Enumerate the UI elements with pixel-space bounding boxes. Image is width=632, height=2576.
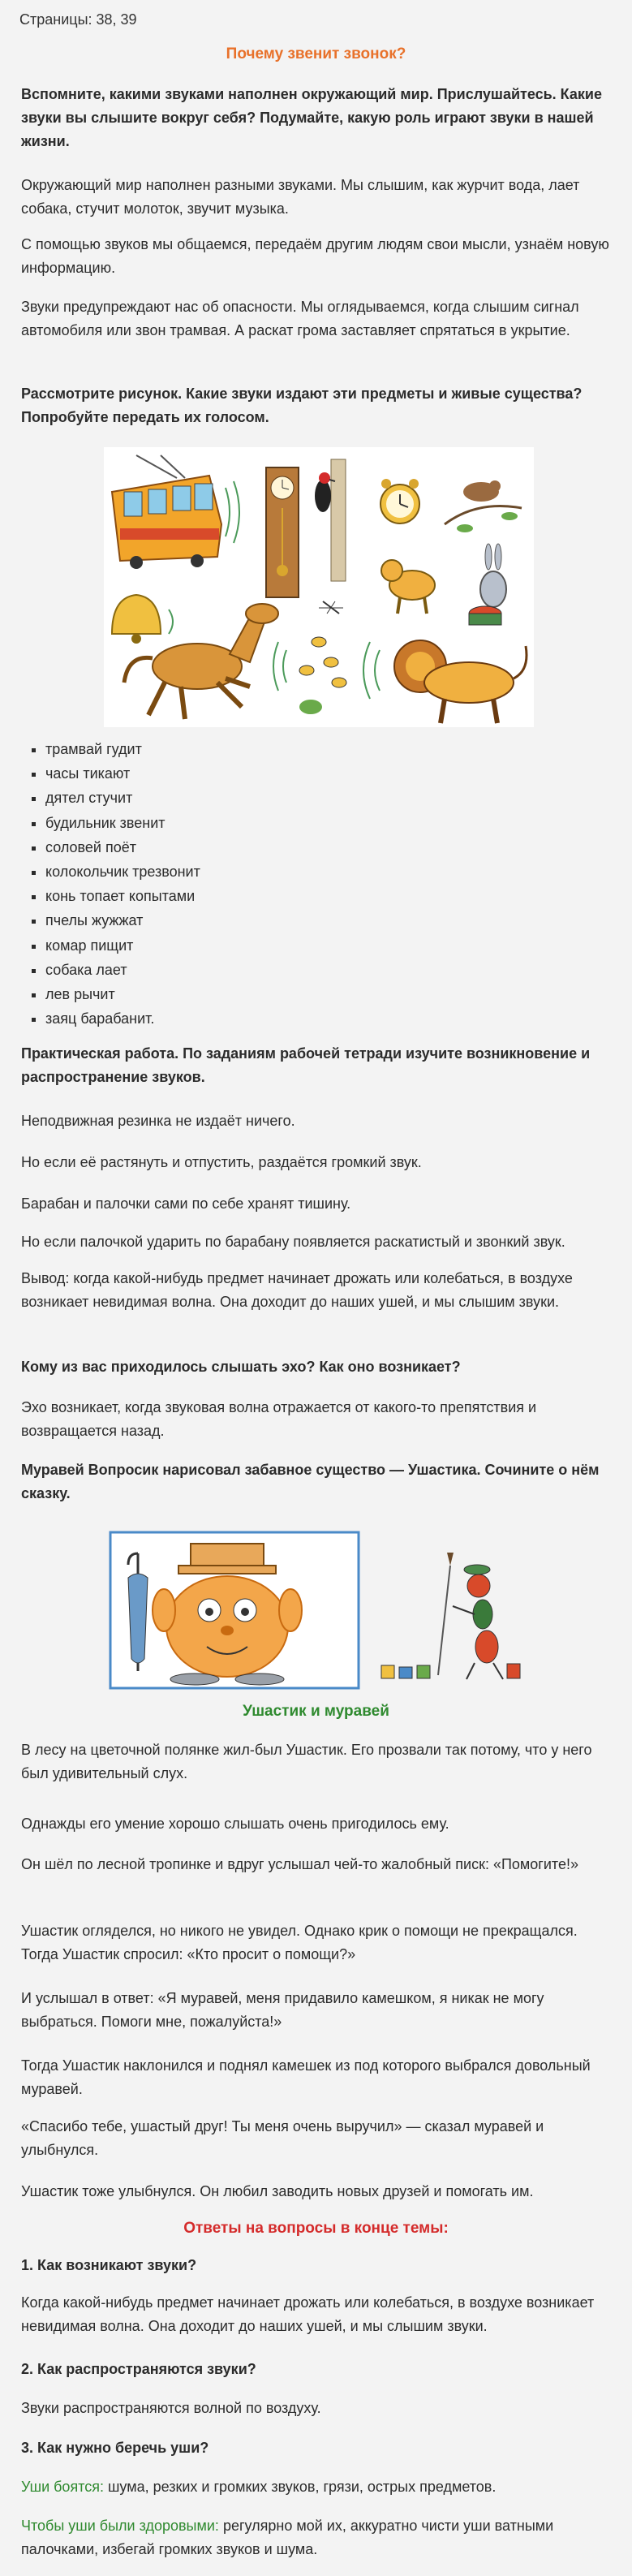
list-item: ▪ пчелы жужжат xyxy=(45,908,532,933)
clock-icon xyxy=(266,467,299,597)
answers-title: Ответы на вопросы в конце темы: xyxy=(183,2220,449,2237)
intro-question: Вспомните, какими звуками наполнен окружающий мир. Прислушайтесь. Какие звуки вы слышите вокруг себя? Подумайте, какую роль играют звуки в нашей жизни. xyxy=(21,86,602,149)
ears-fear-label: Уши боятся: xyxy=(21,2479,104,2495)
conclusion: Вывод: когда какой-нибудь предмет начинает дрожать или колебаться, в воздухе возникает невидимая волна. Она доходит до наших ушей, и мы слышим звуки. xyxy=(21,1270,573,1310)
practical-work: Практическая работа. По заданиям рабочей тетради изучите возникновение и распространение звуков. xyxy=(21,1045,591,1085)
answer-3 xyxy=(21,2475,613,2499)
echo-question: Кому из вас приходилось слышать эхо? Как оно возникает? xyxy=(21,1359,461,1375)
list-item: ▪ часы тикают xyxy=(45,761,532,786)
pages-label: Страницы: 38, 39 xyxy=(19,11,137,28)
story-paragraph-3: Он шёл по лесной тропинке и вдруг услышал чей-то жалобный писк: «Помогите!» xyxy=(21,1856,578,1872)
story-paragraph-8: Ушастик тоже улыбнулся. Он любил заводить новых друзей и помогать им. xyxy=(21,2183,534,2199)
paragraph-rubber-2: Но если её растянуть и отпустить, раздаётся громкий звук. xyxy=(21,1154,422,1170)
story-paragraph-6: Тогда Ушастик наклонился и поднял камешек из под которого выбрался довольный муравей. xyxy=(21,2057,591,2097)
question-picture: Рассмотрите рисунок. Какие звуки издают эти предметы и живые существа? Попробуйте передать их голосом. xyxy=(21,386,583,425)
list-item: ▪ колокольчик трезвонит xyxy=(45,859,532,884)
paragraph-1: Окружающий мир наполнен разными звуками. Мы слышим, как журчит вода, лает собака, стучит молоток, звучит музыка. xyxy=(21,177,580,217)
list-item: ▪ будильник звенит xyxy=(45,811,532,835)
ushastik-illustration xyxy=(105,1529,527,1691)
sounds-list xyxy=(21,737,532,1031)
answer-2: Звуки распространяются волной по воздуху. xyxy=(21,2400,321,2416)
list-item: ▪ соловей поёт xyxy=(45,835,532,859)
ears-health-label: Чтобы уши были здоровыми: xyxy=(21,2518,219,2534)
story-paragraph-2: Однажды его умение хорошо слышать очень пригодилось ему. xyxy=(21,1816,449,1832)
paragraph-2: С помощью звуков мы общаемся, передаём другим людям свои мысли, узнаём новую информацию. xyxy=(21,236,609,276)
list-item: ▪ заяц барабанит. xyxy=(45,1006,532,1031)
ears-fear-text: шума, резких и громких звуков, грязи, острых предметов. xyxy=(103,2479,497,2495)
answer-1: Когда какой-нибудь предмет начинает дрожать или колебаться, в воздухе возникает невидимая волна. Она доходит до наших ушей, и мы слышим звуки. xyxy=(21,2294,595,2334)
story-title: Ушастик и муравей xyxy=(243,1703,389,1720)
echo-answer: Эхо возникает, когда звуковая волна отражается от какого-то препятствия и возвращается назад. xyxy=(21,1399,537,1439)
sounds-illustration xyxy=(104,447,534,727)
answer-question-3: 3. Как нужно беречь уши? xyxy=(21,2440,209,2456)
paragraph-rubber-1: Неподвижная резинка не издаёт ничего. xyxy=(21,1113,295,1129)
answer-question-1: 1. Как возникают звуки? xyxy=(21,2257,197,2273)
list-item: ▪ комар пищит xyxy=(45,933,532,958)
story-paragraph-4: Ушастик огляделся, но никого не увидел. Однако крик о помощи не прекращался. Тогда Ушастик спросил: «Кто просит о помощи?» xyxy=(21,1923,578,1962)
paragraph-drum-1: Барабан и палочки сами по себе хранят тишину. xyxy=(21,1195,351,1212)
list-item: ▪ собака лает xyxy=(45,958,532,982)
story-paragraph-1: В лесу на цветочной полянке жил-был Ушастик. Его прозвали так потому, что у него был удивительный слух. xyxy=(21,1742,592,1781)
answer-question-2: 2. Как распространяются звуки? xyxy=(21,2361,256,2377)
ears-health-text: регулярно мой их, аккуратно чисти уши ватными палочками, избегай громких звуков и шума. xyxy=(21,2518,554,2557)
list-item: ▪ лев рычит xyxy=(45,982,532,1006)
list-item: ▪ трамвай гудит xyxy=(45,737,532,761)
story-paragraph-5: И услышал в ответ: «Я муравей, меня придавило камешком, я никак не могу выбраться. Помоги мне, пожалуйста!» xyxy=(21,1990,544,2030)
list-item: ▪ дятел стучит xyxy=(45,786,532,810)
answer-4 xyxy=(21,2514,613,2561)
paragraph-3: Звуки предупреждают нас об опасности. Мы оглядываемся, когда слышим сигнал автомобиля или звон трамвая. А раскат грома заставляет спрятаться в укрытие. xyxy=(21,299,579,338)
page-title: Почему звенит звонок? xyxy=(226,45,406,62)
paragraph-drum-2: Но если палочкой ударить по барабану появляется раскатистый и звонкий звук. xyxy=(21,1234,565,1250)
ant-question: Муравей Вопросик нарисовал забавное существо — Ушастика. Сочините о нём сказку. xyxy=(21,1462,600,1501)
alarm-clock-icon xyxy=(380,479,419,523)
story-paragraph-7: «Спасибо тебе, ушастый друг! Ты меня очень выручил» — сказал муравей и улыбнулся. xyxy=(21,2118,544,2158)
list-item: ▪ конь топает копытами xyxy=(45,884,532,908)
